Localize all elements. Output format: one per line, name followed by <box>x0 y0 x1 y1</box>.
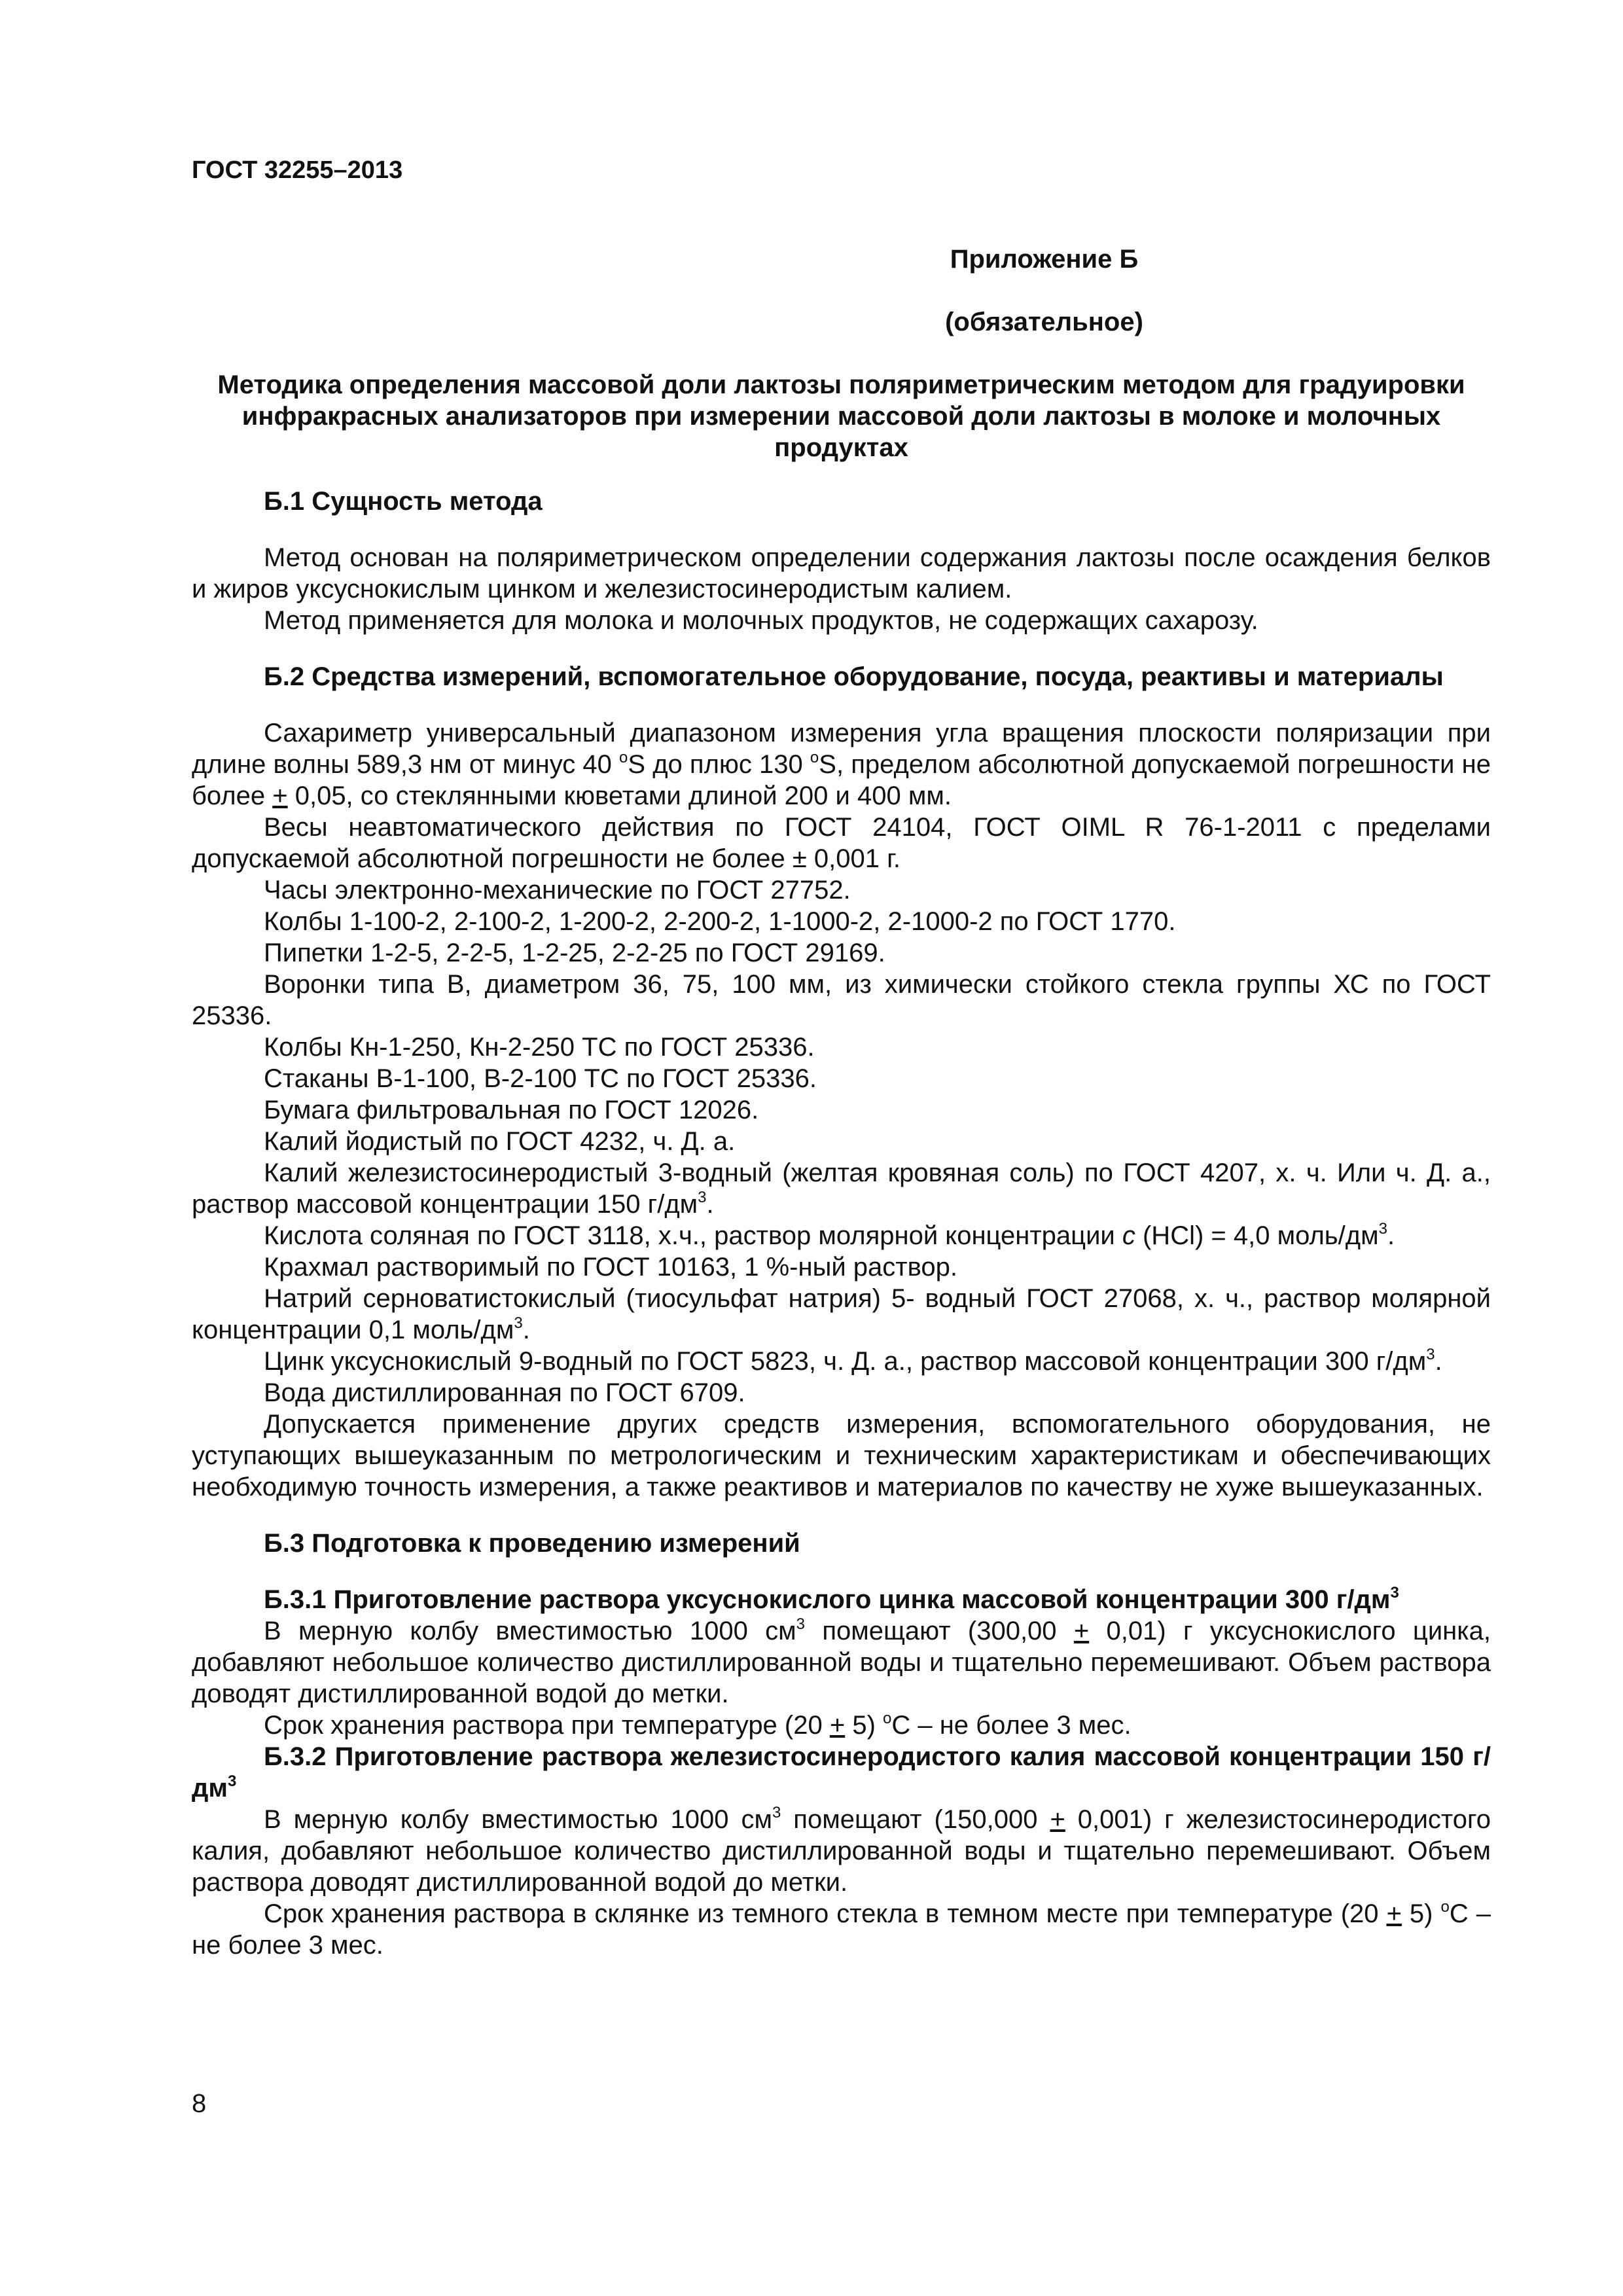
paragraph-funnels: Воронки типа В, диаметром 36, 75, 100 мм, из химически стойкого стекла группы ХС по ГОСТ 25336. <box>192 970 1491 1030</box>
paragraph-alternatives: Допускается применение других средств измерения, вспомогательного оборудования, не уступающих вышеуказанным по метрологическим и техническим характеристикам и обеспечивающих необходимую точность измерения, а также реактивов и материалов по качеству не хуже вышеуказанных. <box>192 1410 1491 1501</box>
paragraph-beakers: Стаканы В-1-100, В-2-100 ТС по ГОСТ 25336. <box>264 1064 817 1093</box>
paragraph-ferrocyanide-solution-prep: В мерную колбу вместимостью 1000 $см^3$ помещают (150,000 + 0,001) г железистосинеродистого калия, добавляют небольшое количество дистиллированной воды и тщательно перемешивают. Объем раствора доводят дистиллированной водой до метки. <box>192 1804 1491 1897</box>
page-number: 8 <box>192 2089 207 2118</box>
paragraph-method-basis: Метод основан на поляриметрическом определении содержания лактозы после осаждения белков и жиров уксуснокислым цинком и железистосинеродистым калием. <box>192 543 1491 603</box>
paragraph-starch: Крахмал растворимый по ГОСТ 10163, 1 %-ный раствор. <box>264 1253 958 1282</box>
paragraph-conical-flasks: Колбы Кн-1-250, Кн-2-250 ТС по ГОСТ 25336. <box>264 1033 815 1062</box>
paragraph-potassium-ferrocyanide: Калий железистосинеродистый 3-водный (желтая кровяная соль) по ГОСТ 4207, х. ч. Или ч. Д. а., раствор массовой концентрации 150 $г/дм^3$. <box>192 1158 1491 1219</box>
paragraph-zinc-acetate: Цинк уксуснокислый 9-водный по ГОСТ 5823, ч. Д. а., раствор массовой концентрации 300 $г/дм^3$. <box>264 1346 1442 1376</box>
paragraph-pipettes: Пипетки 1-2-5, 2-2-5, 1-2-25, 2-2-25 по ГОСТ 29169. <box>264 939 885 967</box>
paragraph-filter-paper: Бумага фильтровальная по ГОСТ 12026. <box>264 1096 759 1124</box>
section-b1-title: Б.1 Сущность метода <box>264 487 543 516</box>
paragraph-clock: Часы электронно-механические по ГОСТ 27752. <box>264 876 851 905</box>
paragraph-flasks: Колбы 1-100-2, 2-100-2, 1-200-2, 2-200-2, 1-1000-2, 2-1000-2 по ГОСТ 1770. <box>264 907 1176 936</box>
paragraph-sodium-thiosulfate: Натрий серноватистокислый (тиосульфат натрия) 5- водный ГОСТ 27068, х. ч., раствор молярной концентрации 0,1 моль/$дм^3$. <box>192 1284 1491 1344</box>
paragraph-hydrochloric-acid: Кислота соляная по ГОСТ 3118, х.ч., раствор молярной концентрации с (HCl) = 4,0 моль/$дм^3$. <box>264 1220 1395 1250</box>
paragraph-method-scope: Метод применяется для молока и молочных продуктов, не содержащих сахарозу. <box>264 606 1258 635</box>
paragraph-saccharimeter: Сахариметр универсальный диапазоном измерения угла вращения плоскости поляризации при длине волны 589,3 нм от минус 40 $^o$S до плюс 130 $^o$S, пределом абсолютной допускаемой погрешности не более + 0,05, со стеклянными кюветами длиной 200 и 400 мм. <box>192 719 1491 810</box>
annex-status: (обязательное) <box>945 308 1143 336</box>
paragraph-potassium-iodide: Калий йодистый по ГОСТ 4232, ч. Д. а. <box>264 1127 736 1156</box>
page-content <box>192 243 1491 1961</box>
section-b32-title: Б.3.2 Приготовление раствора железистосинеродистого калия массовой концентрации 150 $г/дм^3$ <box>192 1742 1491 1803</box>
section-b31-title: Б.3.1 Приготовление раствора уксуснокислого цинка массовой концентрации 300 $г/дм^3$ <box>264 1584 1399 1614</box>
section-b3-title: Б.3 Подготовка к проведению измерений <box>264 1529 800 1558</box>
paragraph-zinc-solution-storage: Срок хранения раствора при температуре (20 + 5) $^o$С – не более 3 мес. <box>264 1710 1132 1740</box>
paragraph-scales: Весы неавтоматического действия по ГОСТ 24104, ГОСТ OIML R 76-1-2011 с пределами допускаемой абсолютной погрешности не более ± 0,001 г. <box>192 813 1491 873</box>
paragraph-distilled-water: Вода дистиллированная по ГОСТ 6709. <box>264 1378 745 1407</box>
paragraph-ferrocyanide-solution-storage: Срок хранения раствора в склянке из темного стекла в темном месте при температуре (20 + 5) $^o$С – не более 3 мес. <box>192 1898 1491 1960</box>
annex-title: Приложение Б <box>950 245 1139 274</box>
paragraph-zinc-solution-prep: В мерную колбу вместимостью 1000 $см^3$ помещают (300,00 + 0,01) г уксуснокислого цинка, добавляют небольшое количество дистиллированной воды и тщательно перемешивают. Объем раствора доводят дистиллированной водой до метки. <box>192 1615 1491 1708</box>
section-b2-title: Б.2 Средства измерений, вспомогательное оборудование, посуда, реактивы и материалы <box>264 662 1444 691</box>
annex-heading: Методика определения массовой доли лактозы поляриметрическим методом для градуировки инфракрасных анализаторов при измерении массовой доли лактозы в молоке и молочных продуктах <box>217 370 1465 462</box>
standard-number: ГОСТ 32255–2013 <box>192 156 403 184</box>
